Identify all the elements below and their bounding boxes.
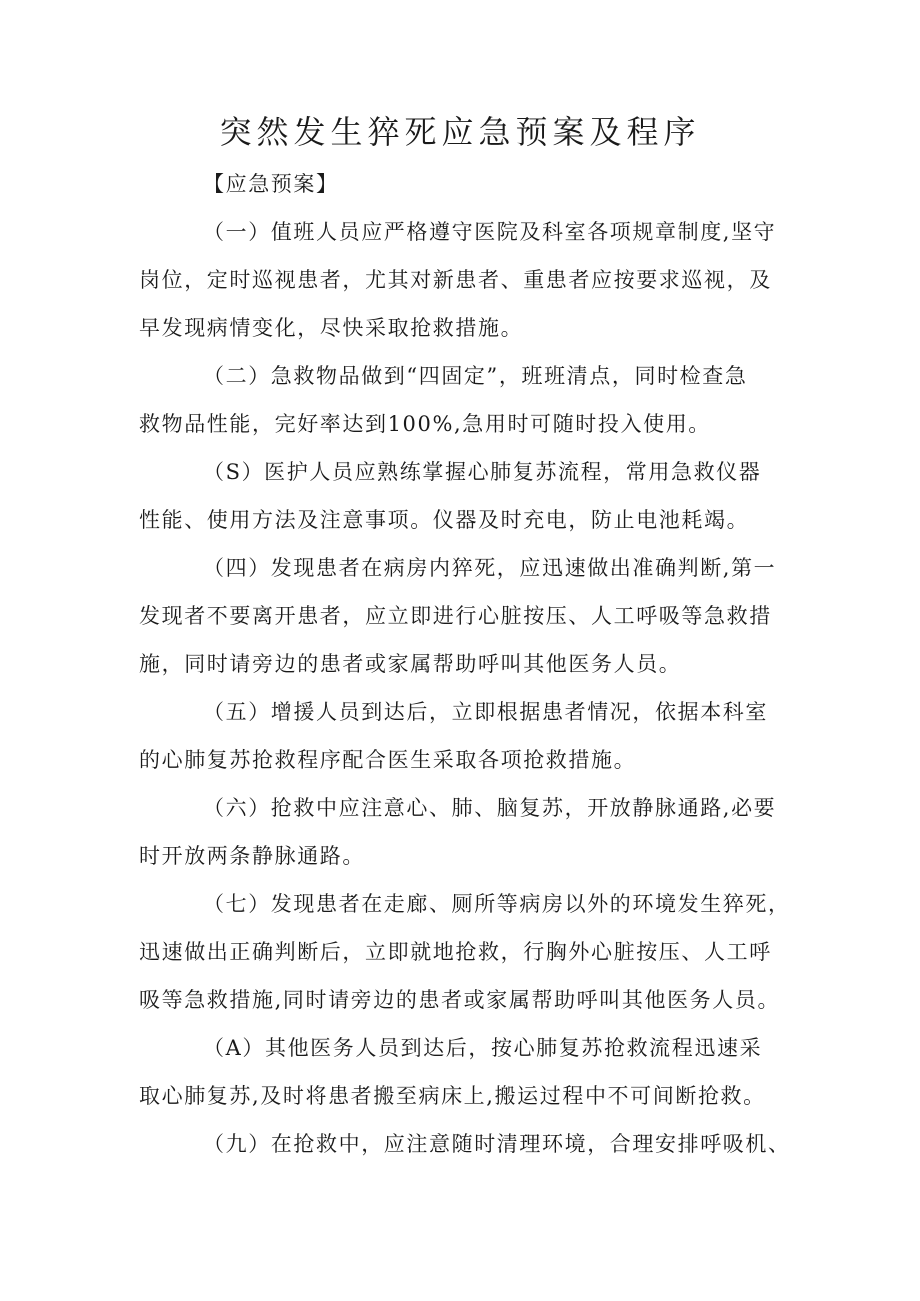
- paragraph-7-line-2: 迅速做出正确判断后，立即就地抢救，行胸外心脏按压、人工呼: [139, 940, 772, 964]
- document-title: 突然发生猝死应急预案及程序: [219, 113, 701, 151]
- paragraph-2-line-1: （二）急救物品做到“四固定”，班班清点，同时检查急: [203, 364, 748, 388]
- paragraph-1-line-1: （一）值班人员应严格遵守医院及科室各项规章制度,坚守: [203, 220, 777, 244]
- paragraph-7-line-1: （七）发现患者在走廊、厕所等病房以外的环境发生猝死，: [203, 892, 791, 916]
- paragraph-3-line-1: （S）医护人员应熟练掌握心肺复苏流程，常用急救仪器: [203, 460, 762, 484]
- section-heading: 【应急预案】: [203, 172, 339, 196]
- paragraph-1-line-3: 早发现病情变化，尽快采取抢救措施。: [139, 316, 524, 340]
- paragraph-1-line-2: 岗位，定时巡视患者，尤其对新患者、重患者应按要求巡视，及: [139, 268, 772, 292]
- paragraph-4-line-3: 施，同时请旁边的患者或家属帮助呼叫其他医务人员。: [139, 652, 682, 676]
- paragraph-6-line-1: （六）抢救中应注意心、肺、脑复苏，开放静脉通路,必要: [203, 796, 777, 820]
- paragraph-4-line-2: 发现者不要离开患者，应立即进行心脏按压、人工呼吸等急救措: [139, 604, 772, 628]
- paragraph-2-line-2: 救物品性能，完好率达到100%,急用时可随时投入使用。: [139, 412, 711, 436]
- paragraph-5-line-2: 的心肺复苏抢救程序配合医生采取各项抢救措施。: [139, 748, 637, 772]
- paragraph-6-line-2: 时开放两条静脉通路。: [139, 844, 365, 868]
- paragraph-4-line-1: （四）发现患者在病房内猝死，应迅速做出准确判断,第一: [203, 556, 777, 580]
- paragraph-7-line-3: 吸等急救措施,同时请旁边的患者或家属帮助呼叫其他医务人员。: [139, 988, 781, 1012]
- paragraph-8-line-2: 取心肺复苏,及时将患者搬至病床上,搬运过程中不可间断抢救。: [139, 1084, 766, 1108]
- paragraph-3-line-2: 性能、使用方法及注意事项。仪器及时充电，防止电池耗竭。: [139, 508, 750, 532]
- paragraph-9-line-1: （九）在抢救中，应注意随时清理环境，合理安排呼吸机、: [203, 1132, 791, 1156]
- paragraph-5-line-1: （五）增援人员到达后，立即根据患者情况，依据本科室: [203, 700, 768, 724]
- paragraph-8-line-1: （A）其他医务人员到达后，按心肺复苏抢救流程迅速采: [203, 1036, 763, 1060]
